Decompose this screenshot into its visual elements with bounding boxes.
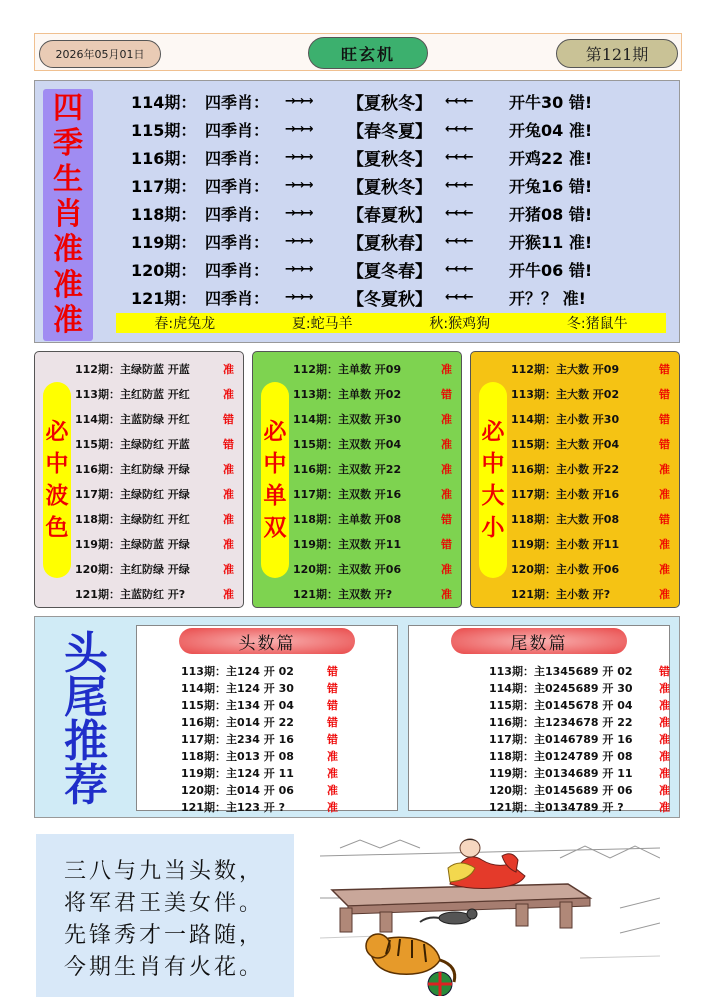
season-row <box>131 87 599 115</box>
season-title-char: 准 <box>53 267 83 303</box>
panel-row <box>293 431 452 456</box>
number-row-text: 116期：主1234678 开 22 <box>489 715 633 729</box>
panel-row-text: 120期：主红防绿 开绿 <box>75 562 190 576</box>
panel-row <box>75 406 234 431</box>
number-row-text: 113期：主124 开 02 <box>181 664 294 678</box>
head-tail-title-char: 荐 <box>64 760 108 811</box>
panel-title-char: 中 <box>481 450 505 477</box>
season-legend-summer: 夏:蛇马羊 <box>291 316 353 332</box>
panel-title-char: 必 <box>45 418 69 445</box>
number-row-mark: 准 <box>327 800 338 814</box>
poem-line: 将军君王美女伴。 <box>64 891 265 916</box>
panel-row-mark: 准 <box>223 512 234 526</box>
panel-row <box>511 406 670 431</box>
season-row-result: 开？？ 准! <box>509 288 586 308</box>
tail-number-row <box>489 764 670 781</box>
season-row <box>131 143 599 171</box>
panel-row <box>293 356 452 381</box>
arrow-in-icon: →→→ <box>285 289 312 305</box>
season-title-char: 肖 <box>53 196 83 232</box>
arrow-in-icon: →→→ <box>285 205 312 221</box>
panel-row-text: 114期：主小数 开30 <box>511 412 620 426</box>
season-row-label: 四季肖： <box>205 120 270 140</box>
panel-row-mark: 准 <box>441 437 452 451</box>
panel-title-char: 中 <box>263 450 287 477</box>
season-row-seasons: 【夏秋冬】 <box>347 177 432 198</box>
panel-title-char: 必 <box>481 418 505 445</box>
season-row-issue: 115期： <box>131 120 197 140</box>
panel-row-text: 114期：主蓝防绿 开红 <box>75 412 190 426</box>
number-row-text: 114期：主0245689 开 30 <box>489 681 633 695</box>
tail-number-box <box>408 625 670 814</box>
season-legend-autumn: 秋:猴鸡狗 <box>429 316 491 332</box>
panel-row-mark: 准 <box>223 487 234 501</box>
season-row-result: 开兔04 准! <box>509 120 593 140</box>
panel-row-text: 118期：主大数 开08 <box>511 512 620 526</box>
number-row-mark: 错 <box>659 664 670 678</box>
panel-row-text: 120期：主双数 开06 <box>293 562 402 576</box>
head-number-banner: 头数篇 <box>179 628 355 654</box>
number-row-mark: 准 <box>327 749 338 763</box>
panel-title-char: 小 <box>481 514 505 541</box>
panel-row <box>75 506 234 531</box>
wave-color-title <box>43 382 71 578</box>
panel-row-text: 119期：主绿防蓝 开绿 <box>75 537 190 551</box>
number-row-mark: 准 <box>659 783 670 797</box>
panel-row-text: 121期：主小数 开? <box>511 587 611 601</box>
panel-row <box>75 456 234 481</box>
season-title-char: 季 <box>53 126 83 162</box>
head-number-row <box>181 798 338 815</box>
head-number-row <box>181 764 338 781</box>
season-row <box>131 171 599 199</box>
panel-row-mark: 准 <box>223 462 234 476</box>
arrow-out-icon: ←←← <box>445 121 472 137</box>
panel-row <box>511 531 670 556</box>
date-label: 2026年05月01日 <box>39 40 161 68</box>
panel-row <box>511 481 670 506</box>
panel-row-mark: 准 <box>659 487 670 501</box>
panel-row-text: 119期：主双数 开11 <box>293 537 402 551</box>
season-row-issue: 119期： <box>131 232 197 252</box>
page-title: 旺玄机 <box>308 37 428 69</box>
tail-number-row <box>489 713 670 730</box>
panel-row <box>75 431 234 456</box>
ball-figure <box>428 972 452 996</box>
arrow-out-icon: ←←← <box>445 93 472 109</box>
panel-row-mark: 错 <box>441 537 452 551</box>
season-zodiac-section <box>34 80 680 343</box>
tail-number-row <box>489 781 670 798</box>
tail-number-banner: 尾数篇 <box>451 628 627 654</box>
season-row-seasons: 【冬夏秋】 <box>347 289 432 310</box>
panel-row-text: 112期：主单数 开09 <box>293 362 402 376</box>
arrow-out-icon: ←←← <box>445 289 472 305</box>
head-tail-title-char: 推 <box>64 716 108 767</box>
season-row-issue: 121期： <box>131 288 197 308</box>
number-row-text: 120期：主014 开 06 <box>181 783 294 797</box>
panel-row-text: 118期：主单数 开08 <box>293 512 402 526</box>
panel-row <box>293 406 452 431</box>
number-row-mark: 错 <box>327 732 338 746</box>
arrow-out-icon: ←←← <box>445 149 472 165</box>
season-row-label: 四季肖： <box>205 204 270 224</box>
season-row-seasons: 【夏冬春】 <box>347 261 432 282</box>
season-row-seasons: 【春夏秋】 <box>347 205 432 226</box>
panel-row-text: 120期：主小数 开06 <box>511 562 620 576</box>
panel-row <box>293 481 452 506</box>
panel-row <box>511 506 670 531</box>
head-number-row <box>181 662 338 679</box>
season-row-seasons: 【春冬夏】 <box>347 121 432 142</box>
panel-row-text: 116期：主红防绿 开绿 <box>75 462 190 476</box>
panel-title-char: 单 <box>263 482 287 509</box>
wave-color-panel <box>34 351 244 608</box>
panel-row-text: 117期：主绿防红 开绿 <box>75 487 190 501</box>
number-row-text: 120期：主0145689 开 06 <box>489 783 633 797</box>
tail-number-row <box>489 696 670 713</box>
panel-row-mark: 准 <box>659 537 670 551</box>
season-row <box>131 115 599 143</box>
panel-row-text: 121期：主蓝防红 开? <box>75 587 186 601</box>
tail-number-row <box>489 730 670 747</box>
panel-row-text: 117期：主双数 开16 <box>293 487 402 501</box>
season-title-char: 准 <box>53 303 83 339</box>
panel-row-mark: 准 <box>659 562 670 576</box>
panel-row-mark: 准 <box>659 462 670 476</box>
number-row-mark: 错 <box>327 664 338 678</box>
panel-row-text: 117期：主小数 开16 <box>511 487 620 501</box>
season-row-label: 四季肖： <box>205 232 270 252</box>
head-tail-title-char: 尾 <box>64 672 108 723</box>
head-number-row <box>181 730 338 747</box>
poem-line: 三八与九当头数， <box>64 859 265 884</box>
panel-title-char: 必 <box>263 418 287 445</box>
panel-row-text: 113期：主单数 开02 <box>293 387 402 401</box>
panel-title-char: 色 <box>45 514 69 541</box>
panel-row-mark: 准 <box>223 387 234 401</box>
number-row-mark: 准 <box>659 681 670 695</box>
poem-line: 今期生肖有火花。 <box>64 955 265 980</box>
panel-row-mark: 错 <box>223 412 234 426</box>
panel-row-text: 112期：主绿防蓝 开蓝 <box>75 362 190 376</box>
season-row-label: 四季肖： <box>205 288 270 308</box>
illustration-woman-cat-tiger <box>320 838 660 996</box>
number-row-mark: 准 <box>659 732 670 746</box>
panel-row-mark: 准 <box>659 587 670 601</box>
number-row-text: 115期：主0145678 开 04 <box>489 698 633 712</box>
panel-row-mark: 准 <box>441 362 452 376</box>
number-row-text: 115期：主134 开 04 <box>181 698 294 712</box>
woman-figure <box>448 839 525 889</box>
season-row-seasons: 【夏秋春】 <box>347 233 432 254</box>
panel-row <box>75 356 234 381</box>
number-row-mark: 准 <box>659 749 670 763</box>
tail-number-row <box>489 798 670 815</box>
panel-row-mark: 错 <box>659 387 670 401</box>
season-row-result: 开鸡22 准! <box>509 148 593 168</box>
arrow-out-icon: ←←← <box>445 205 472 221</box>
panel-row <box>293 556 452 581</box>
tail-number-row <box>489 679 670 696</box>
season-row <box>131 283 599 311</box>
panel-row <box>511 556 670 581</box>
season-row-label: 四季肖： <box>205 176 270 196</box>
number-row-mark: 准 <box>659 698 670 712</box>
head-number-box <box>136 625 398 814</box>
panel-row-text: 114期：主双数 开30 <box>293 412 402 426</box>
season-section-title <box>43 89 93 341</box>
season-row <box>131 199 599 227</box>
season-row <box>131 227 599 255</box>
number-row-text: 118期：主0124789 开 08 <box>489 749 633 763</box>
panel-row <box>293 456 452 481</box>
panel-row <box>75 531 234 556</box>
season-legend-winter: 冬:猪鼠牛 <box>566 316 628 332</box>
season-row-issue: 117期： <box>131 176 197 196</box>
number-row-text: 117期：主0146789 开 16 <box>489 732 633 746</box>
panel-row-text: 112期：主大数 开09 <box>511 362 620 376</box>
panel-row-text: 121期：主双数 开? <box>293 587 393 601</box>
panel-row-mark: 准 <box>441 562 452 576</box>
panel-title-char: 波 <box>45 482 69 509</box>
number-row-text: 116期：主014 开 22 <box>181 715 294 729</box>
arrow-in-icon: →→→ <box>285 121 312 137</box>
head-number-row <box>181 747 338 764</box>
panel-row-text: 113期：主大数 开02 <box>511 387 620 401</box>
season-legend <box>116 313 666 333</box>
arrow-in-icon: →→→ <box>285 93 312 109</box>
panel-row-mark: 准 <box>223 362 234 376</box>
panel-row <box>75 581 234 606</box>
issue-number: 第121期 <box>556 39 678 68</box>
season-row-label: 四季肖： <box>205 148 270 168</box>
panel-row-mark: 准 <box>223 562 234 576</box>
tail-number-row <box>489 747 670 764</box>
panel-row-mark: 错 <box>659 512 670 526</box>
panel-row <box>511 581 670 606</box>
season-row-result: 开猴11 准! <box>509 232 593 252</box>
bench-shape <box>332 884 590 932</box>
season-row-issue: 118期： <box>131 204 197 224</box>
head-tail-title-char: 头 <box>64 628 108 679</box>
big-small-panel <box>470 351 680 608</box>
panel-title-char: 中 <box>45 450 69 477</box>
panel-row-text: 116期：主小数 开22 <box>511 462 620 476</box>
panel-row-mark: 准 <box>441 587 452 601</box>
number-row-text: 121期：主123 开 ? <box>181 800 285 814</box>
panel-row <box>293 581 452 606</box>
season-row-seasons: 【夏秋冬】 <box>347 93 432 114</box>
panel-row-mark: 错 <box>223 437 234 451</box>
number-row-text: 118期：主013 开 08 <box>181 749 294 763</box>
panel-row-mark: 准 <box>223 587 234 601</box>
season-title-char: 准 <box>53 232 83 268</box>
poem-line: 先锋秀才一路随， <box>64 923 265 948</box>
panel-row-text: 119期：主小数 开11 <box>511 537 620 551</box>
panel-row-mark: 错 <box>441 387 452 401</box>
arrow-out-icon: ←←← <box>445 233 472 249</box>
number-row-text: 119期：主124 开 11 <box>181 766 294 780</box>
header-bar <box>34 33 682 71</box>
panel-row-text: 116期：主双数 开22 <box>293 462 402 476</box>
number-row-text: 117期：主234 开 16 <box>181 732 294 746</box>
number-row-mark: 错 <box>327 715 338 729</box>
panel-row <box>511 381 670 406</box>
panel-row-mark: 错 <box>659 437 670 451</box>
arrow-in-icon: →→→ <box>285 261 312 277</box>
arrow-in-icon: →→→ <box>285 233 312 249</box>
head-number-row <box>181 696 338 713</box>
arrow-out-icon: ←←← <box>445 261 472 277</box>
number-row-text: 114期：主124 开 30 <box>181 681 294 695</box>
panel-row-mark: 错 <box>659 362 670 376</box>
arrow-in-icon: →→→ <box>285 177 312 193</box>
head-tail-section <box>34 616 680 818</box>
panel-row <box>293 381 452 406</box>
number-row-mark: 准 <box>327 783 338 797</box>
season-row-result: 开牛30 错! <box>509 92 593 112</box>
panel-row-text: 113期：主红防蓝 开红 <box>75 387 190 401</box>
panel-row <box>511 456 670 481</box>
odd-even-panel <box>252 351 462 608</box>
season-row-label: 四季肖： <box>205 92 270 112</box>
panel-row <box>293 531 452 556</box>
season-row-result: 开猪08 错! <box>509 204 593 224</box>
season-row-issue: 120期： <box>131 260 197 280</box>
panel-row <box>293 506 452 531</box>
number-row-text: 113期：主1345689 开 02 <box>489 664 633 678</box>
season-legend-spring: 春:虎兔龙 <box>154 316 216 332</box>
panel-title-char: 大 <box>481 482 505 509</box>
number-row-text: 121期：主0134789 开 ? <box>489 800 624 814</box>
season-row <box>131 255 599 283</box>
panel-title-char: 双 <box>263 514 287 541</box>
season-title-char: 四 <box>53 90 83 126</box>
big-small-title <box>479 382 507 578</box>
arrow-in-icon: →→→ <box>285 149 312 165</box>
number-row-mark: 准 <box>327 766 338 780</box>
panel-row-text: 118期：主绿防红 开红 <box>75 512 190 526</box>
number-row-mark: 准 <box>659 800 670 814</box>
head-number-row <box>181 781 338 798</box>
panel-row-mark: 错 <box>441 512 452 526</box>
number-row-mark: 错 <box>327 681 338 695</box>
panel-row-mark: 准 <box>441 412 452 426</box>
head-number-row <box>181 679 338 696</box>
season-row-seasons: 【夏秋冬】 <box>347 149 432 170</box>
panel-row-mark: 准 <box>441 462 452 476</box>
number-row-mark: 准 <box>659 766 670 780</box>
season-row-result: 开兔16 错! <box>509 176 593 196</box>
season-row-issue: 114期： <box>131 92 197 112</box>
panel-row <box>75 381 234 406</box>
panel-row-mark: 准 <box>441 487 452 501</box>
season-title-char: 生 <box>53 161 83 197</box>
number-row-mark: 错 <box>327 698 338 712</box>
panel-row-text: 115期：主绿防红 开蓝 <box>75 437 190 451</box>
arrow-out-icon: ←←← <box>445 177 472 193</box>
season-row-issue: 116期： <box>131 148 197 168</box>
number-row-mark: 准 <box>659 715 670 729</box>
panel-row-text: 115期：主大数 开04 <box>511 437 620 451</box>
odd-even-title <box>261 382 289 578</box>
head-number-row <box>181 713 338 730</box>
season-row-result: 开牛06 错! <box>509 260 593 280</box>
tail-number-row <box>489 662 670 679</box>
panel-row-text: 115期：主双数 开04 <box>293 437 402 451</box>
poem-box <box>36 834 294 997</box>
panel-row-mark: 错 <box>659 412 670 426</box>
panel-row <box>75 556 234 581</box>
season-row-label: 四季肖： <box>205 260 270 280</box>
panel-row <box>511 431 670 456</box>
panel-row <box>511 356 670 381</box>
number-row-text: 119期：主0134689 开 11 <box>489 766 633 780</box>
panel-row-mark: 准 <box>223 537 234 551</box>
panel-row <box>75 481 234 506</box>
